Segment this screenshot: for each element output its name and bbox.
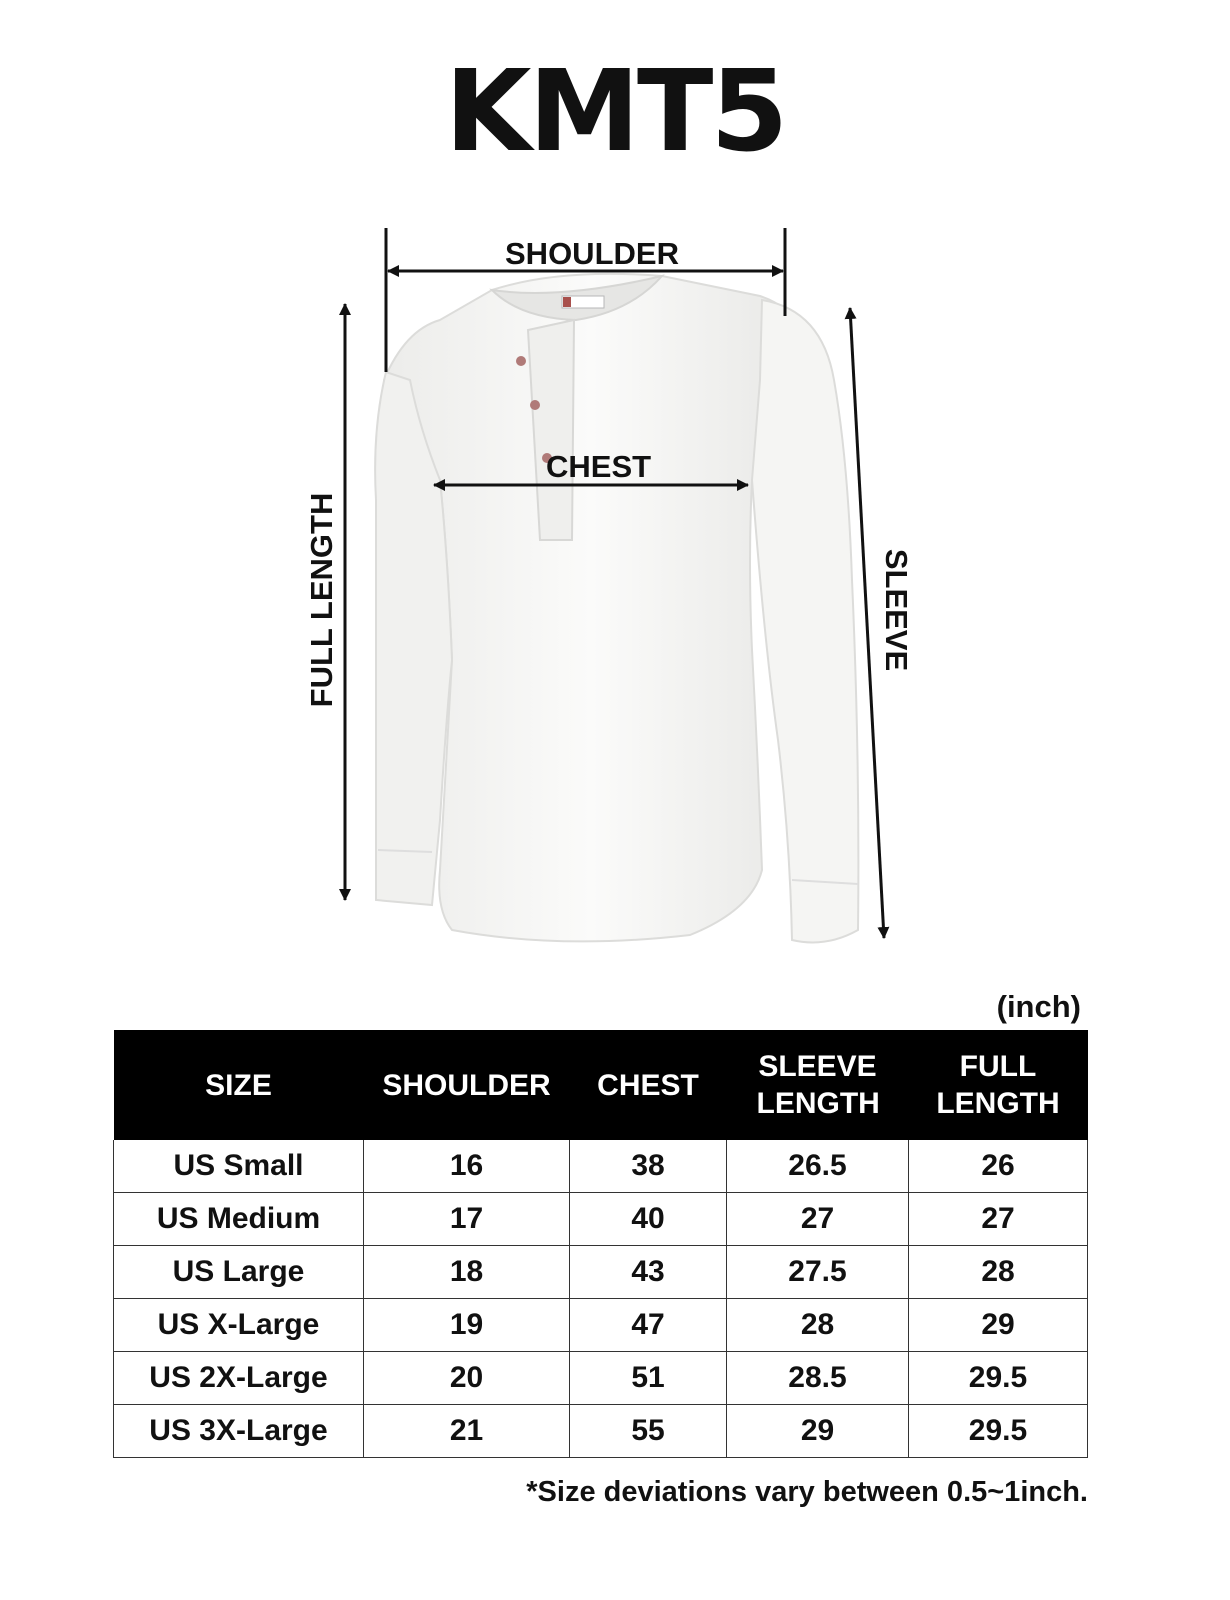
cell-size: US Small (114, 1140, 364, 1193)
cell-full-length: 27 (909, 1193, 1088, 1246)
full-length-label: FULL LENGTH (304, 492, 339, 708)
cell-sleeve-length: 27.5 (727, 1246, 909, 1299)
cell-full-length: 29 (909, 1299, 1088, 1352)
shoulder-label: SHOULDER (505, 236, 679, 271)
cell-sleeve-length: 28.5 (727, 1352, 909, 1405)
cell-size: US 2X-Large (114, 1352, 364, 1405)
cell-sleeve-length: 27 (727, 1193, 909, 1246)
cell-shoulder: 18 (364, 1246, 570, 1299)
button-icon (516, 356, 526, 366)
cell-chest: 40 (570, 1193, 727, 1246)
cell-size: US 3X-Large (114, 1405, 364, 1458)
unit-label: (inch) (996, 989, 1081, 1024)
cell-shoulder: 16 (364, 1140, 570, 1193)
chest-label: CHEST (546, 449, 652, 484)
cell-sleeve-length: 26.5 (727, 1140, 909, 1193)
sleeve-label: SLEEVE (879, 548, 914, 672)
header-chest: CHEST (570, 1030, 727, 1140)
cell-chest: 51 (570, 1352, 727, 1405)
brand-tag-icon (562, 296, 604, 308)
cell-shoulder: 21 (364, 1405, 570, 1458)
cell-sleeve-length: 28 (727, 1299, 909, 1352)
table-row (114, 1299, 1088, 1352)
cell-size: US Medium (114, 1193, 364, 1246)
cell-full-length: 29.5 (909, 1405, 1088, 1458)
table-row (114, 1140, 1088, 1193)
cell-chest: 43 (570, 1246, 727, 1299)
cell-full-length: 28 (909, 1246, 1088, 1299)
shirt-body (375, 274, 858, 943)
cell-full-length: 29.5 (909, 1352, 1088, 1405)
cell-shoulder: 17 (364, 1193, 570, 1246)
button-icon (530, 400, 540, 410)
cell-shoulder: 20 (364, 1352, 570, 1405)
cell-size: US Large (114, 1246, 364, 1299)
header-sleeve-length: SLEEVE LENGTH (727, 1030, 909, 1140)
cell-chest: 47 (570, 1299, 727, 1352)
table-row (114, 1193, 1088, 1246)
table-row (114, 1246, 1088, 1299)
header-size: SIZE (114, 1030, 364, 1140)
size-deviation-note: *Size deviations vary between 0.5~1inch. (526, 1476, 1088, 1508)
table-row (114, 1352, 1088, 1405)
header-full-length: FULL LENGTH (909, 1030, 1088, 1140)
table-row (114, 1405, 1088, 1458)
table-header-row (114, 1030, 1088, 1140)
header-shoulder: SHOULDER (364, 1030, 570, 1140)
size-table (113, 1030, 1088, 1458)
cell-full-length: 26 (909, 1140, 1088, 1193)
cell-shoulder: 19 (364, 1299, 570, 1352)
cell-sleeve-length: 29 (727, 1405, 909, 1458)
page-title: KMT5 (444, 47, 786, 177)
cell-chest: 38 (570, 1140, 727, 1193)
cell-chest: 55 (570, 1405, 727, 1458)
cell-size: US X-Large (114, 1299, 364, 1352)
